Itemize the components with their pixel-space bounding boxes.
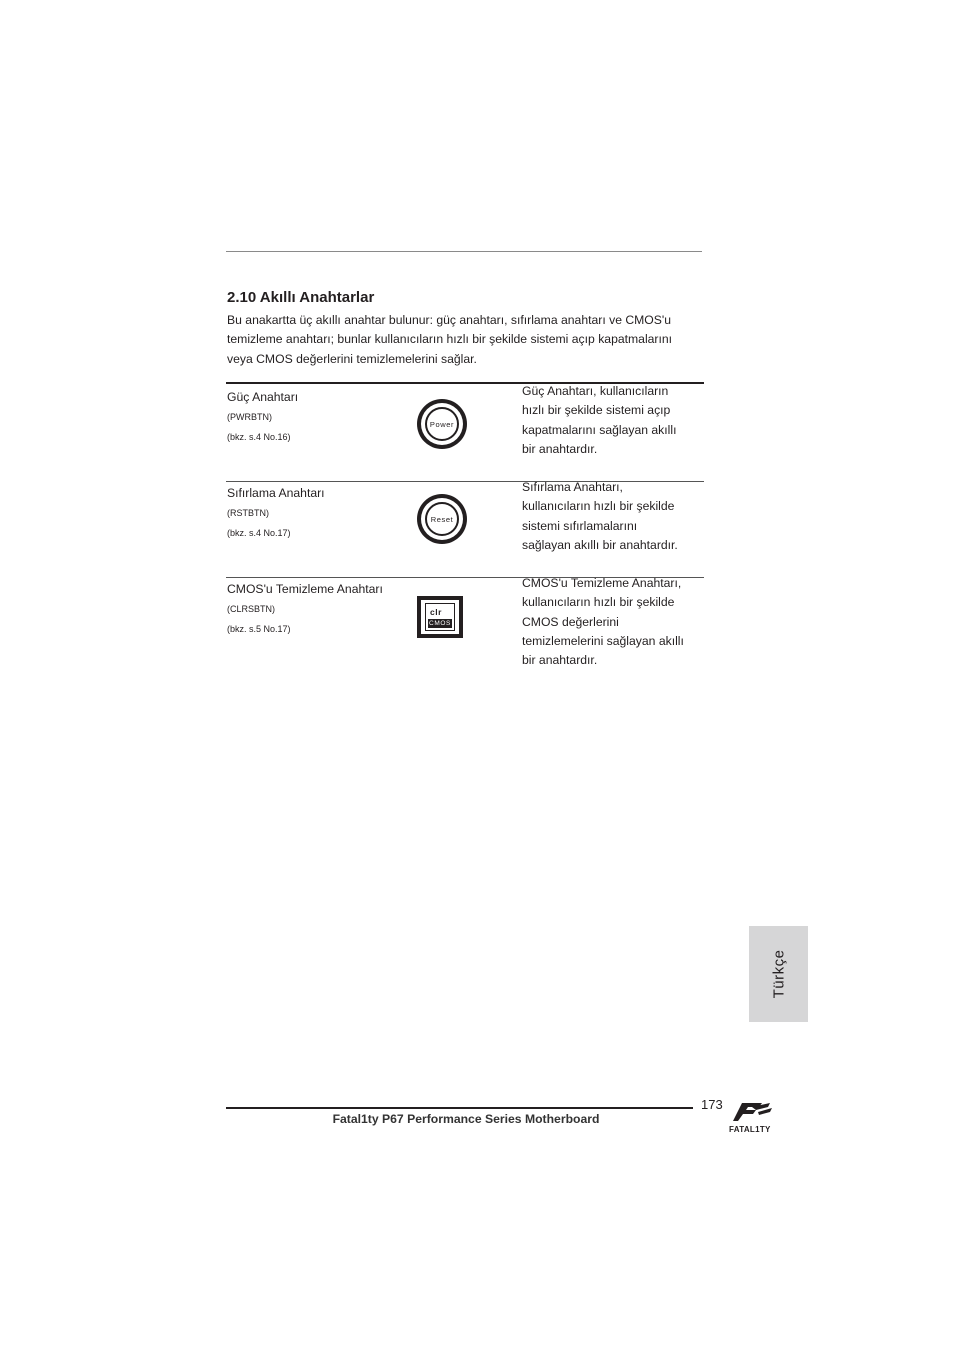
switch-description — [522, 478, 702, 555]
cmos-label: CMOS — [429, 620, 451, 627]
intro-line: Bu anakartta üç akıllı anahtar bulunur: güç anahtarı, sıfırlama anahtarı ve CMOS'u — [227, 313, 672, 327]
desc-line: bir anahtardır. — [522, 653, 598, 668]
section-intro — [227, 311, 707, 369]
desc-line: CMOS'u Temizleme Anahtarı, — [522, 576, 682, 590]
power-button-icon — [417, 399, 467, 449]
section-title: 2.10 Akıllı Anahtarlar — [227, 289, 375, 306]
switch-code: (CLRSBTN) — [227, 604, 276, 614]
footer-title: Fatal1ty P67 Performance Series Motherboard — [332, 1112, 600, 1126]
clear-cmos-button-icon — [417, 596, 463, 638]
intro-line: veya CMOS değerlerini temizlemelerini sağlar. — [227, 351, 477, 366]
switch-description — [522, 382, 702, 459]
fatal1ty-logo — [728, 1099, 784, 1135]
page-number: 173 — [701, 1097, 723, 1112]
desc-line: sistemi sıfırlamalarını — [522, 518, 638, 533]
clr-label: clr — [430, 607, 442, 617]
header-rule — [226, 251, 702, 252]
power-label: Power — [425, 407, 459, 441]
language-tab — [749, 926, 808, 1022]
desc-line: hızlı bir şekilde sistemi açıp — [522, 403, 671, 418]
desc-line: temizlemelerini sağlayan akıllı — [522, 633, 684, 648]
desc-line: bir anahtardır. — [522, 441, 598, 456]
footer-rule — [226, 1107, 693, 1109]
desc-line: CMOS değerlerini — [522, 614, 619, 629]
desc-line: kapatmalarını sağlayan akıllı — [522, 422, 677, 437]
reset-button-icon — [417, 494, 467, 544]
switch-reference: (bkz. s.4 No.16) — [227, 432, 291, 442]
desc-line: Güç Anahtarı, kullanıcıların — [522, 384, 669, 398]
reset-label: Reset — [425, 502, 459, 536]
switch-name: Sıfırlama Anahtarı — [227, 486, 325, 500]
switch-reference: (bkz. s.5 No.17) — [227, 624, 291, 634]
fatal1ty-logo-icon — [728, 1099, 784, 1135]
switch-code: (RSTBTN) — [227, 508, 269, 518]
switch-description — [522, 574, 702, 670]
intro-line: temizleme anahtarı; bunlar kullanıcıların hızlı bir şekilde sistemi açıp kapatmalarını — [227, 332, 673, 347]
switch-name: Güç Anahtarı — [227, 390, 299, 404]
desc-line: sağlayan akıllı bir anahtardır. — [522, 537, 678, 552]
language-tab-label: Türkçe — [770, 949, 787, 999]
switch-name: CMOS'u Temizleme Anahtarı — [227, 582, 383, 596]
logo-text: FATAL1TY — [729, 1125, 771, 1134]
switch-reference: (bkz. s.4 No.17) — [227, 528, 291, 538]
desc-line: kullanıcıların hızlı bir şekilde — [522, 499, 675, 514]
desc-line: Sıfırlama Anahtarı, — [522, 480, 623, 494]
switch-code: (PWRBTN) — [227, 412, 272, 422]
desc-line: kullanıcıların hızlı bir şekilde — [522, 595, 675, 610]
